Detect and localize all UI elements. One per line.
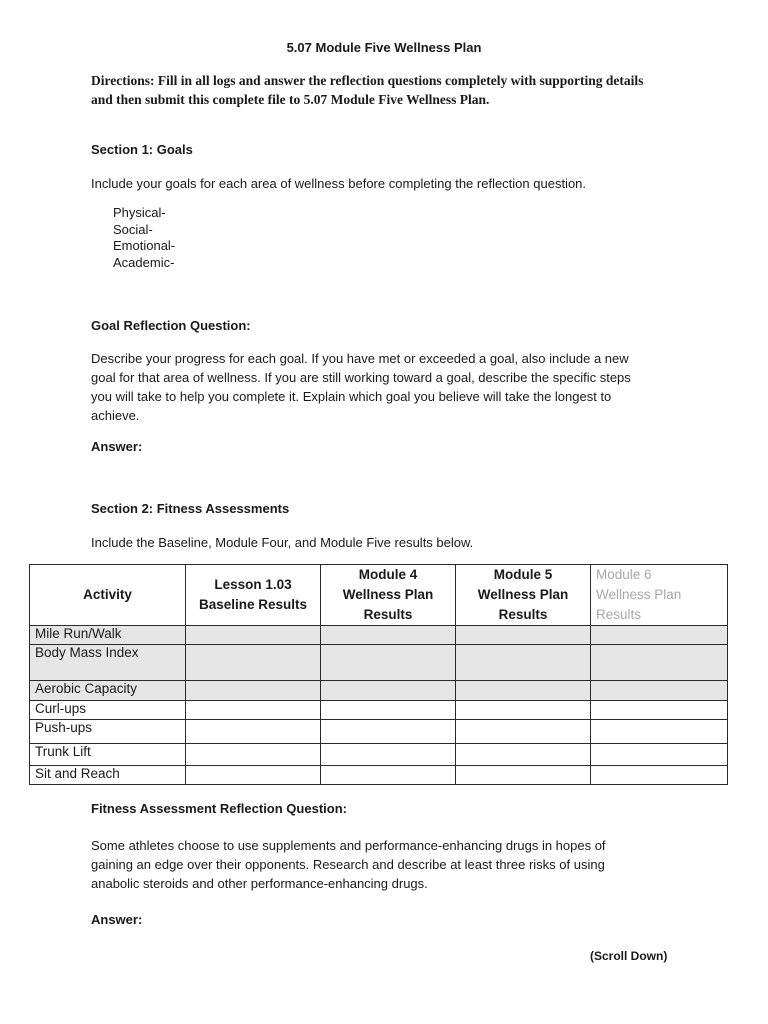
module-6-cell[interactable] [591,766,728,785]
module-4-cell[interactable] [321,645,456,681]
goal-answer-label: Answer: [91,439,143,454]
module-6-cell[interactable] [591,681,728,701]
fitness-assessment-table [29,564,728,785]
directions-label: Directions: [91,73,155,88]
module-6-cell[interactable] [591,720,728,744]
header-activity: Activity [30,565,186,626]
baseline-cell[interactable] [186,744,321,766]
fitness-reflection-question [91,836,681,893]
activity-cell: Body Mass Index [30,645,186,681]
goal-reflection-question [91,349,681,425]
module-6-cell[interactable] [591,626,728,645]
baseline-cell[interactable] [186,626,321,645]
goal-physical: Physical- [113,205,166,220]
activity-cell: Curl-ups [30,701,186,720]
table-row [30,701,728,720]
module-4-cell[interactable] [321,744,456,766]
goal-emotional: Emotional- [113,238,176,253]
fitness-answer-label: Answer: [91,912,143,927]
module-6-cell[interactable] [591,744,728,766]
module-4-cell[interactable] [321,720,456,744]
table-row [30,744,728,766]
activity-cell: Push-ups [30,720,186,744]
header-module-4: Module 4 Wellness Plan Results [321,565,456,626]
directions-text-2: and then submit this complete file to 5.07 Module Five Wellness Plan. [91,92,490,107]
baseline-cell[interactable] [186,701,321,720]
module-4-cell[interactable] [321,766,456,785]
table-row [30,645,728,681]
baseline-cell[interactable] [186,766,321,785]
module-5-cell[interactable] [456,766,591,785]
header-module-6: Module 6 Wellness Plan Results [591,565,728,626]
goal-social: Social- [113,221,153,237]
module-5-cell[interactable] [456,681,591,701]
scroll-down-label: (Scroll Down) [590,949,668,963]
baseline-cell[interactable] [186,720,321,744]
module-5-cell[interactable] [456,645,591,681]
table-row [30,766,728,785]
fitness-reflection-line: anabolic steroids and other performance-enhancing drugs. [91,876,428,891]
goal-reflection-line: goal for that area of wellness. If you are still working toward a goal, describe the specific steps [91,370,631,385]
header-baseline: Lesson 1.03 Baseline Results [186,565,321,626]
baseline-cell[interactable] [186,681,321,701]
fitness-reflection-line: gaining an edge over their opponents. Research and describe at least three risks of using [91,857,605,872]
module-4-cell[interactable] [321,681,456,701]
directions-line-1 [91,71,691,90]
goal-reflection-heading: Goal Reflection Question: [91,318,251,333]
module-5-cell[interactable] [456,701,591,720]
table-header-row [30,565,728,626]
header-module-5: Module 5 Wellness Plan Results [456,565,591,626]
goal-reflection-line: Describe your progress for each goal. If you have met or exceeded a goal, also include a new [91,351,629,366]
fitness-reflection-heading: Fitness Assessment Reflection Question: [91,801,347,816]
activity-cell: Sit and Reach [30,766,186,785]
section-1-heading: Section 1: Goals [91,142,193,157]
baseline-cell[interactable] [186,645,321,681]
table-row [30,681,728,701]
activity-cell: Aerobic Capacity [30,681,186,701]
table-row [30,626,728,645]
module-5-cell[interactable] [456,626,591,645]
module-5-cell[interactable] [456,744,591,766]
goal-reflection-line: achieve. [91,408,140,423]
goal-reflection-line: you will take to help you complete it. Explain which goal you believe will take the longest to [91,389,612,404]
directions-text-1: Fill in all logs and answer the reflection questions completely with supporting details [157,73,644,88]
goal-list [113,205,175,271]
table-row [30,720,728,744]
activity-cell: Trunk Lift [30,744,186,766]
module-6-cell[interactable] [591,645,728,681]
module-4-cell[interactable] [321,701,456,720]
section-2-heading: Section 2: Fitness Assessments [91,501,290,516]
section-2-instruction: Include the Baseline, Module Four, and Module Five results below. [91,535,474,550]
document-title: 5.07 Module Five Wellness Plan [286,40,482,55]
section-1-instruction: Include your goals for each area of wellness before completing the reflection question. [91,176,587,191]
module-5-cell[interactable] [456,720,591,744]
module-4-cell[interactable] [321,626,456,645]
module-6-cell[interactable] [591,701,728,720]
fitness-reflection-line: Some athletes choose to use supplements and performance-enhancing drugs in hopes of [91,838,606,853]
activity-cell: Mile Run/Walk [30,626,186,645]
goal-academic: Academic- [113,254,175,270]
directions [91,71,691,109]
